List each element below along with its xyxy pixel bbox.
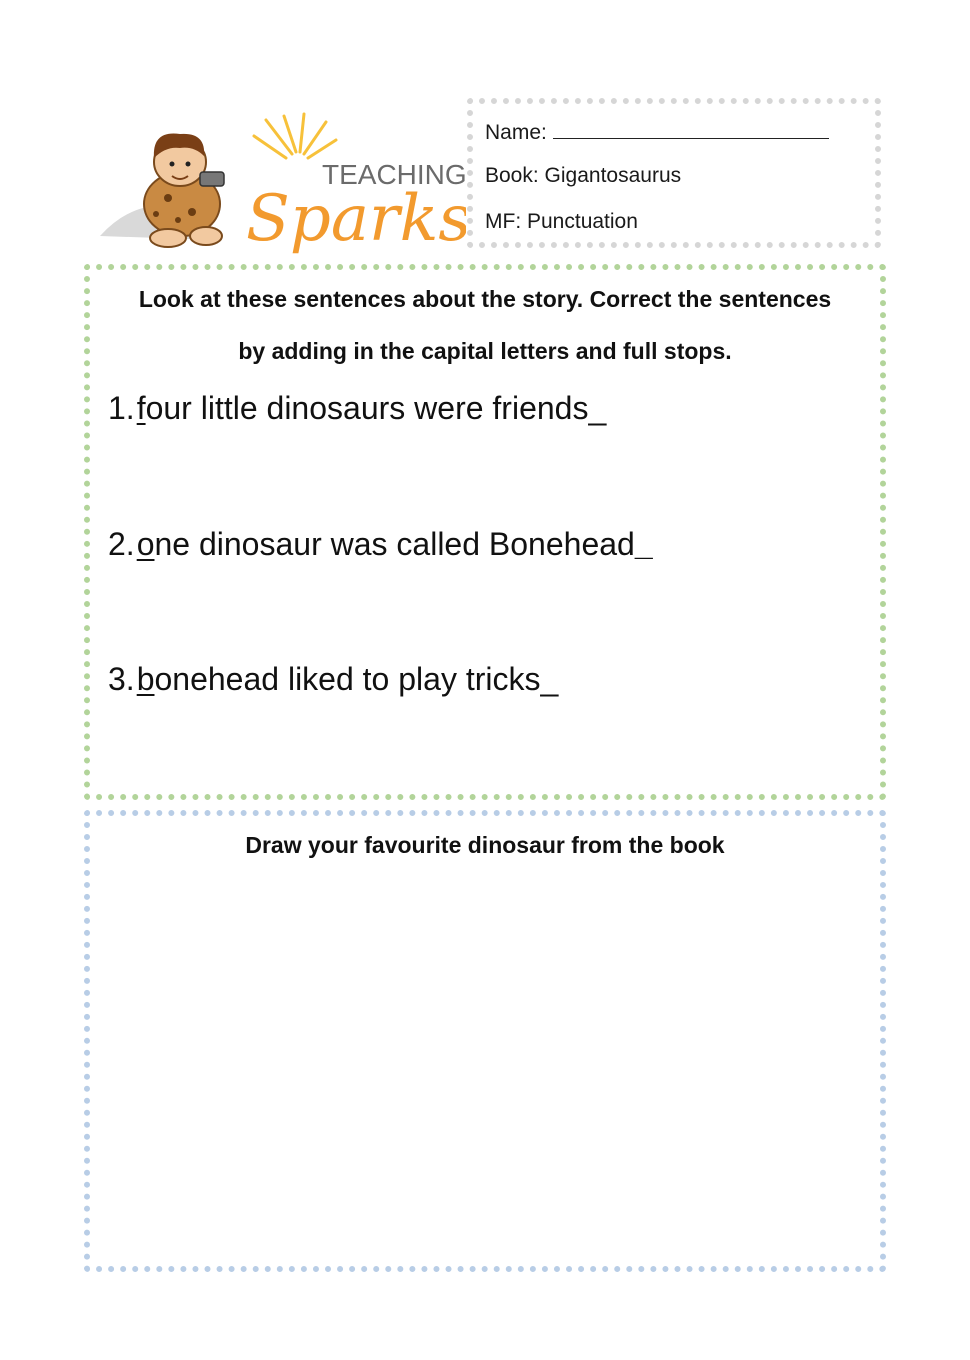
full-stop-blank[interactable]: _ bbox=[540, 661, 559, 697]
mf-value: Punctuation bbox=[527, 210, 638, 233]
logo-text-teaching: TEACHING bbox=[322, 159, 466, 190]
instruction-line-2: by adding in the capital letters and full stops. bbox=[238, 338, 732, 364]
book-line bbox=[485, 164, 681, 188]
student-info-box bbox=[467, 98, 881, 248]
mf-label: MF: bbox=[485, 210, 522, 233]
sentence-1 bbox=[108, 390, 606, 427]
book-label: Book: bbox=[485, 164, 539, 187]
sentence-text: ne dinosaur was called Bonehead bbox=[154, 526, 635, 562]
instruction-line-1: Look at these sentences about the story. Correct the sentences bbox=[138, 286, 832, 312]
sentence-number: 2. bbox=[108, 526, 135, 562]
mf-line bbox=[485, 210, 638, 234]
logo-text-sparks: Sparks bbox=[246, 182, 466, 256]
sentence-first-letter: b bbox=[136, 661, 155, 697]
name-label: Name: bbox=[485, 121, 547, 144]
name-line bbox=[485, 118, 829, 145]
full-stop-blank[interactable]: _ bbox=[588, 390, 607, 426]
teaching-sparks-logo bbox=[96, 112, 466, 257]
sentence-text: our little dinosaurs were friends bbox=[145, 390, 589, 426]
drawing-area[interactable] bbox=[100, 876, 870, 1256]
full-stop-blank[interactable]: _ bbox=[634, 526, 653, 562]
sentence-text: onehead liked to play tricks bbox=[154, 661, 541, 697]
punctuation-task-box bbox=[84, 264, 886, 800]
sentence-first-letter: o bbox=[136, 526, 155, 562]
sentence-number: 1. bbox=[108, 390, 135, 426]
sentence-number: 3. bbox=[108, 661, 135, 697]
sentence-first-letter: f bbox=[136, 390, 146, 426]
sentence-3 bbox=[108, 661, 558, 698]
drawing-task-box bbox=[84, 810, 886, 1272]
drawing-instruction: Draw your favourite dinosaur from the book bbox=[245, 832, 725, 858]
name-blank-field[interactable] bbox=[553, 118, 829, 139]
book-value: Gigantosaurus bbox=[544, 164, 682, 187]
sentence-2 bbox=[108, 526, 653, 563]
spark-rays-icon bbox=[254, 114, 336, 158]
